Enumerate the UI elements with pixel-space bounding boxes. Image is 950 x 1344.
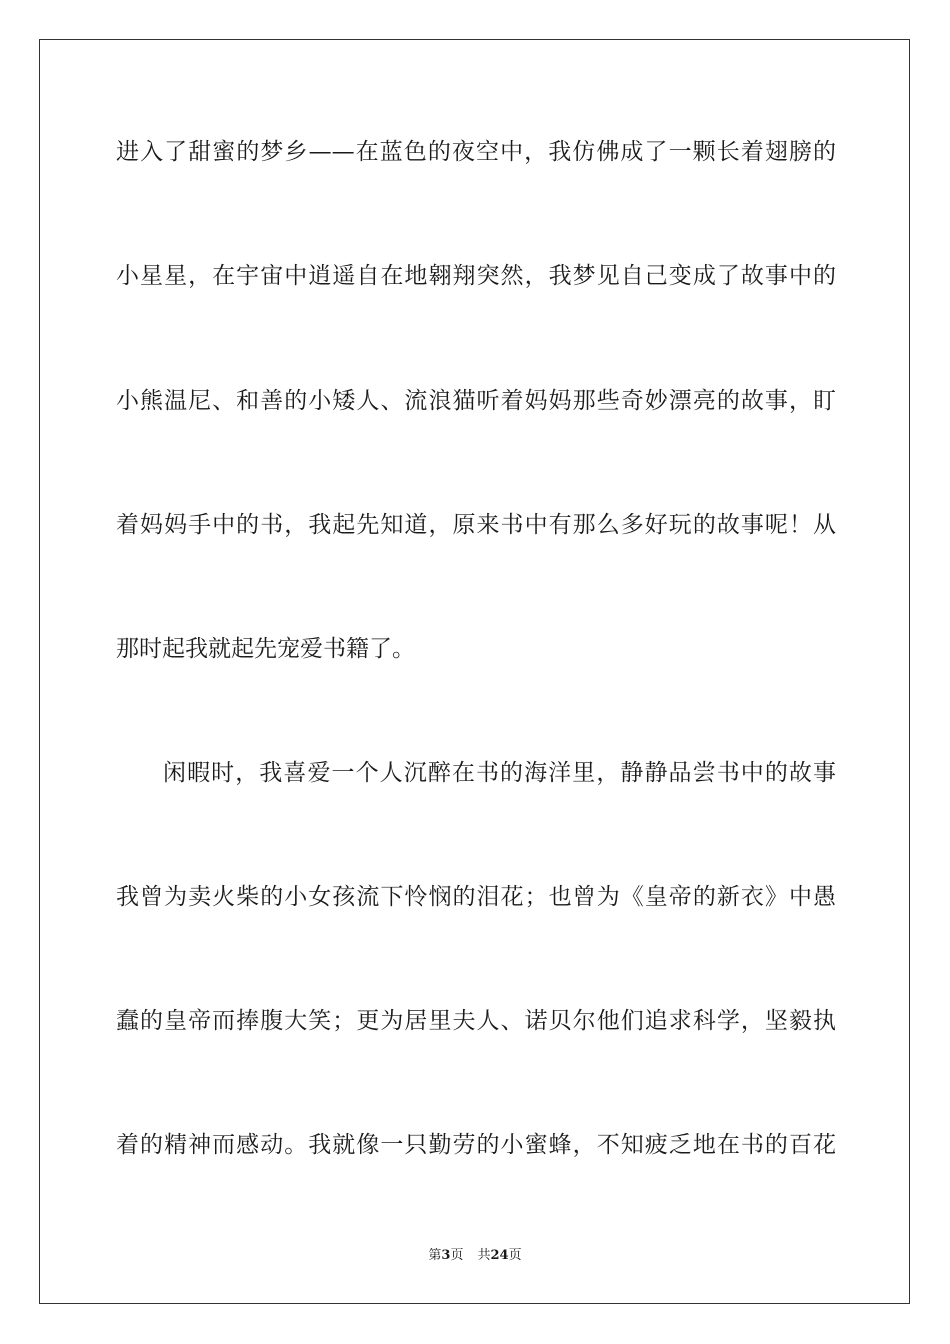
text-line: 着妈妈手中的书，我起先知道，原来书中有那么多好玩的故事呢！从	[116, 512, 836, 538]
text-line: 小星星，在宇宙中逍遥自在地翱翔突然，我梦见自己变成了故事中的	[116, 263, 836, 289]
text-line: 那时起我就起先宠爱书籍了。	[116, 636, 415, 662]
total-prefix: 共	[477, 1248, 491, 1263]
page-current: 3	[441, 1248, 451, 1263]
page-frame	[39, 39, 910, 1304]
page-suffix: 页	[450, 1248, 464, 1263]
text-line: 进入了甜蜜的梦乡——在蓝色的夜空中，我仿佛成了一颗长着翅膀的	[116, 139, 836, 165]
total-suffix: 页	[508, 1248, 522, 1263]
page-prefix: 第	[428, 1248, 442, 1263]
text-line: 着的精神而感动。我就像一只勤劳的小蜜蜂，不知疲乏地在书的百花	[116, 1132, 836, 1158]
text-line: 我曾为卖火柴的小女孩流下怜悯的泪花；也曾为《皇帝的新衣》中愚	[116, 884, 836, 910]
page-footer	[0, 1247, 950, 1265]
text-line: 蠢的皇帝而捧腹大笑；更为居里夫人、诺贝尔他们追求科学，坚毅执	[116, 1008, 836, 1034]
text-line: 小熊温尼、和善的小矮人、流浪猫听着妈妈那些奇妙漂亮的故事，盯	[116, 388, 836, 414]
text-line: 闲暇时，我喜爱一个人沉醉在书的海洋里，静静品尝书中的故事	[163, 760, 836, 786]
page-total: 24	[490, 1248, 509, 1263]
